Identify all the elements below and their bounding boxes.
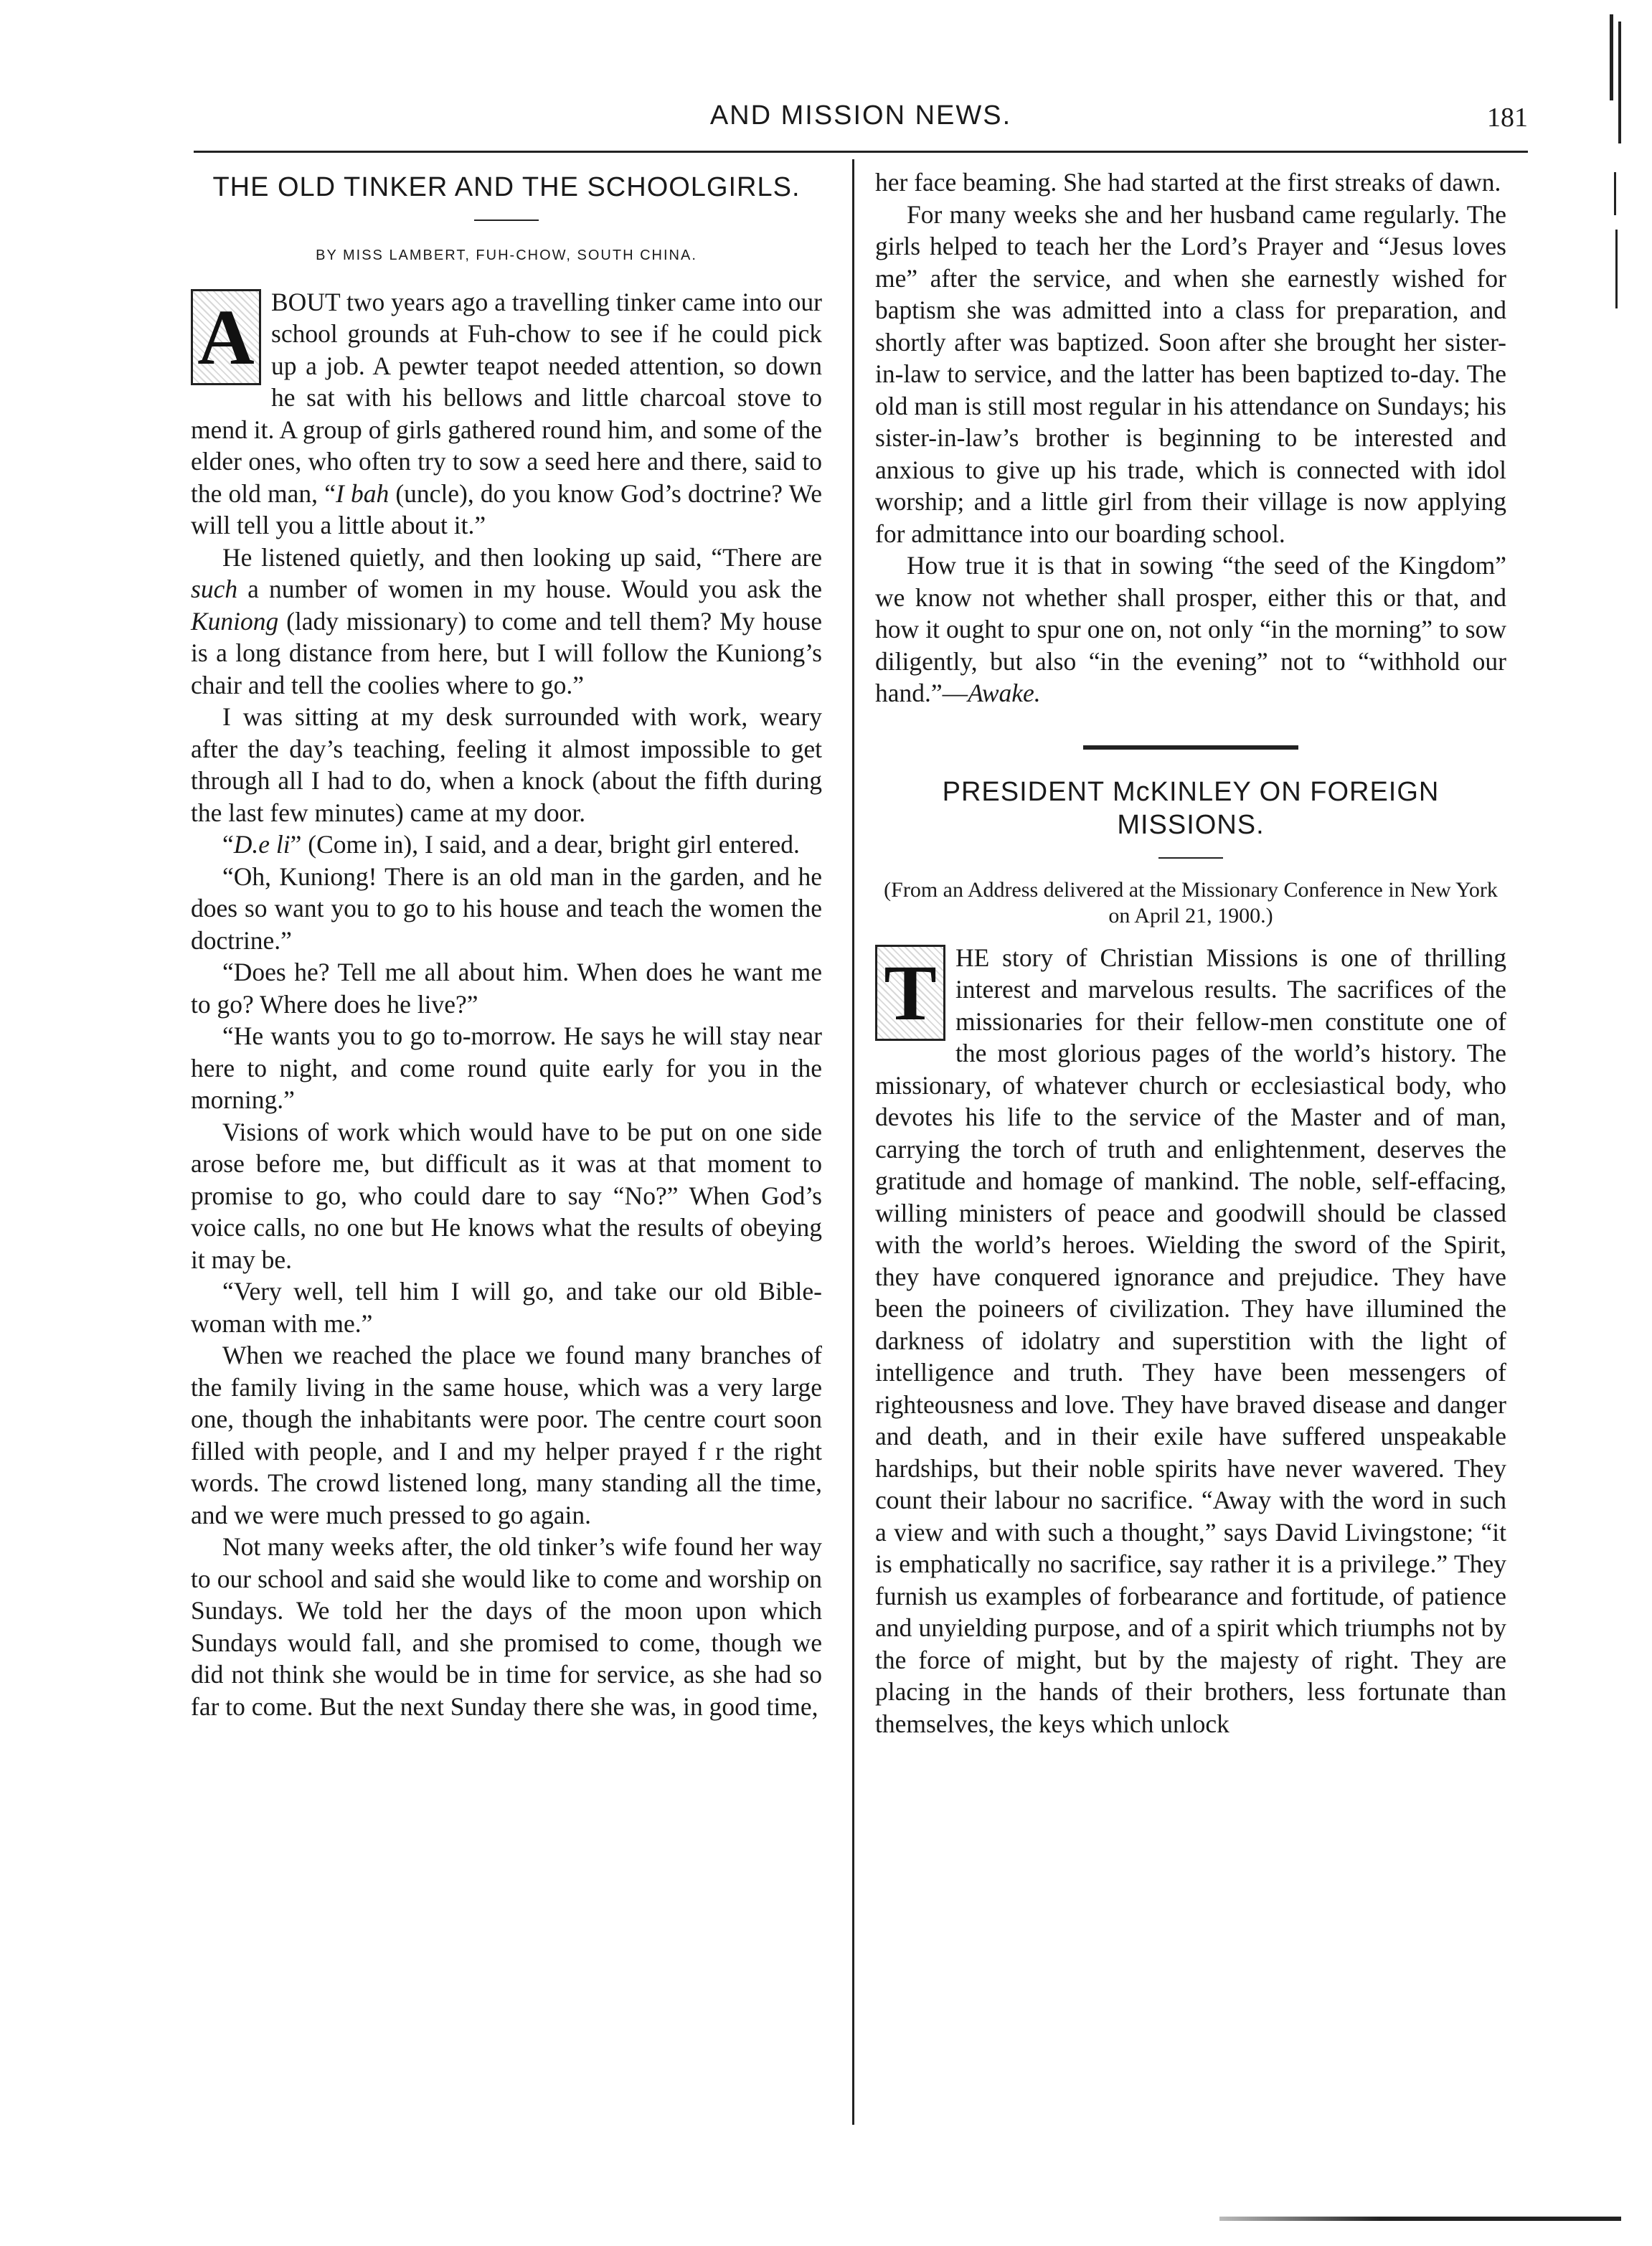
- paragraph: T HE story of Christian Missions is one of thrilling interest and marvelous results. The sacrifices of the missionaries for their fellow-men constitute one of the most glorious pages of the world’s history. The missionary, of whatever church or ecclesiastical body, who devotes his life to the service of the Master and of man, carrying the torch of truth and enlightenment, deserves the gratitude and homage of mankind. The noble, self-effacing, willing ministers of peace and goodwill should be classed with the world’s heroes. Wielding the sword of the Spirit, they have conquered ignorance and prejudice. They have been the poineers of civilization. They have illumined the darkness of idolatry and superstition with the light of intelligence and truth. They have been messengers of righteousness and love. They have braved disease and danger and death, and in their exile have suffered unspeakable hardships, but their noble spirits have never wavered. They count their labour no sacrifice. “Away with the word in such a view and with such a thought,” says David Livingstone; “it is emphatically no sacrifice, say rather it is a privilege.” They furnish us examples of forbearance and fortitude, of patience and unyielding purpose, and of a spirit which triumphs not by the force of might, but by the majesty of right. They are placing in the hands of their brothers, less fortunate than themselves, the keys which unlock: [875, 943, 1506, 1738]
- left-column: [191, 166, 822, 1722]
- article-title-mckinley: PRESIDENT McKINLEY ON FOREIGN MISSIONS.: [942, 776, 1440, 840]
- paragraph: “D.e li” (Come in), I said, and a dear, bright girl entered.: [222, 830, 800, 859]
- page-header: [194, 100, 1528, 151]
- section-divider: [1083, 745, 1298, 750]
- paragraph: “He wants you to go to-morrow. He says he will stay near here to night, and come round quite early for you in the morning.”: [191, 1021, 822, 1114]
- paragraph: “Oh, Kuniong! There is an old man in the garden, and he does so want you to go to his house and teach the women the doctrine.”: [191, 862, 822, 955]
- footer-rule: [1219, 2217, 1621, 2221]
- article-title-tinker: THE OLD TINKER AND THE SCHOOLGIRLS.: [212, 172, 801, 202]
- paragraph: For many weeks she and her husband came regularly. The girls helped to teach her the Lord’s Prayer and “Jesus loves me” after the service, and when she earnestly wished for baptism she was admitted into a class for preparation, and shortly after was baptized. Soon after she brought her sister-in-law to service, and the latter has been baptized to-day. The old man is still most regular in his attendance on Sundays; his sister-in-law’s brother is beginning to be interested and anxious to give up his trade, which is connected with idol worship; and a little girl from their village is now applying for admittance into our boarding school.: [875, 199, 1506, 548]
- paragraph: A BOUT two years ago a travelling tinker came into our school grounds at Fuh-chow to see if he could pick up a job. A pewter teapot needed attention, so down he sat with his bellows and little charcoal stove to mend it. A group of girls gathered round him, and some of the elder ones, who often try to sow a seed here and there, said to the old man, “I bah (uncle), do you know God’s doctrine? We will tell you a little about it.”: [191, 287, 823, 539]
- source-note: (From an Address delivered at the Missionary Conference in New York on April 21, 1900.): [884, 877, 1498, 928]
- title-rule: [474, 220, 539, 221]
- ornamental-drop-cap-t: T: [875, 945, 945, 1041]
- ornamental-drop-cap-a: A: [191, 289, 261, 385]
- paragraph: her face beaming. She had started at the first streaks of dawn.: [875, 168, 1501, 197]
- paragraph: “Does he? Tell me all about him. When does he want me to go? Where does he live?”: [191, 958, 822, 1019]
- paragraph: “Very well, tell him I will go, and take our old Bible-woman with me.”: [191, 1277, 822, 1338]
- title-rule: [1158, 857, 1223, 859]
- paragraph: When we reached the place we found many branches of the family living in the same house, which was a very large one, though the inhabitants were poor. The centre court soon filled with people, and I and my helper prayed f r the right words. The crowd listened long, many standing all the time, and we were much pressed to go again.: [191, 1341, 822, 1529]
- page-number: 181: [1487, 103, 1528, 133]
- paragraph: He listened quietly, and then looking up said, “There are such a number of women in my house. Would you ask the Kuniong (lady missionary) to come and tell them? My house is a long distance from here, but I will follow the Kuniong’s chair and tell the coolies where to go.”: [191, 542, 822, 699]
- header-rule: [194, 151, 1528, 153]
- paragraph: I was sitting at my desk surrounded with work, weary after the day’s teaching, feeling it almost impossible to get through all I had to do, when a knock (about the fifth during the last few minutes) came at my door.: [191, 702, 822, 827]
- paragraph: How true it is that in sowing “the seed of the Kingdom” we know not whether shall prosper, either this or that, and how it ought to spur one on, not only “in the morning” to sow diligently, but also “in the evening” not to “withhold our hand.”—Awake.: [875, 551, 1506, 707]
- column-divider: [852, 159, 854, 2125]
- scan-edge-marks: [1605, 14, 1627, 323]
- paragraph: Visions of work which would have to be put on one side arose before me, but difficult as it was at that moment to promise to go, who could dare to say “No?” When God’s voice calls, no one but He knows what the results of obeying it may be.: [191, 1117, 822, 1274]
- paragraph: Not many weeks after, the old tinker’s wife found her way to our school and said she would like to come and worship on Sundays. We told her the days of the moon upon which Sundays would fall, and she promised to come, though we did not think she would be in time for service, as she had so far to come. But the next Sunday there she was, in good time,: [191, 1532, 822, 1721]
- running-head: AND MISSION NEWS.: [709, 100, 1012, 131]
- right-column: [875, 166, 1506, 1740]
- byline: BY MISS LAMBERT, FUH-CHOW, SOUTH CHINA.: [316, 247, 697, 263]
